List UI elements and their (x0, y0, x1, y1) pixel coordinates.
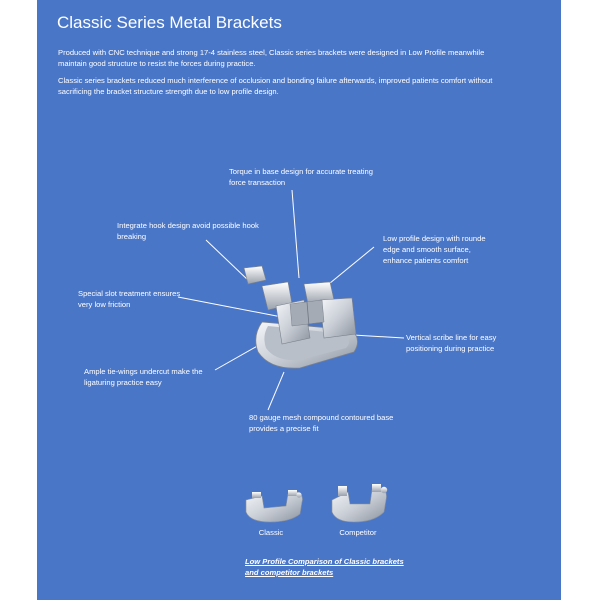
details-paragraph: Classic series brackets reduced much interference of occlusion and bonding failure afterwards, improved patients comfort without sacrificing the bracket structure strength due to low profile design. (58, 76, 493, 96)
competitor-bracket-image (332, 484, 387, 522)
competitor-caption: Competitor (339, 528, 377, 537)
classic-caption: Classic (258, 528, 284, 537)
low-profile-callout: Low profile design with rounde edge and smooth surface, enhance patients comfort (383, 234, 486, 265)
intro-paragraph: Produced with CNC technique and strong 17-4 stainless steel, Classic series brackets were designed in Low Profile meanwhile maintain good structure to resist the forces during practice. (58, 48, 485, 68)
hook-leader-line (206, 240, 250, 282)
tie-wings-callout: Ample tie-wings undercut make the ligaturing practice easy (84, 367, 203, 387)
mesh-leader-line (268, 372, 284, 410)
bracket-illustration (244, 266, 358, 368)
classic-bracket-image (246, 490, 303, 522)
hook-callout: Integrate hook design avoid possible hook breaking (117, 221, 259, 241)
torque-callout: Torque in base design for accurate treating force transaction (229, 167, 373, 187)
scribe-callout: Vertical scribe line for easy positioning during practice (406, 333, 497, 353)
torque-leader-line (292, 190, 299, 278)
comparison-title: Low Profile Comparison of Classic brackets and competitor brackets (245, 557, 404, 577)
slot-callout: Special slot treatment ensures very low friction (78, 289, 181, 309)
low-profile-leader-line (324, 247, 374, 288)
mesh-callout: 80 gauge mesh compound contoured base provides a precise fit (249, 413, 394, 433)
page-title: Classic Series Metal Brackets (57, 13, 282, 32)
